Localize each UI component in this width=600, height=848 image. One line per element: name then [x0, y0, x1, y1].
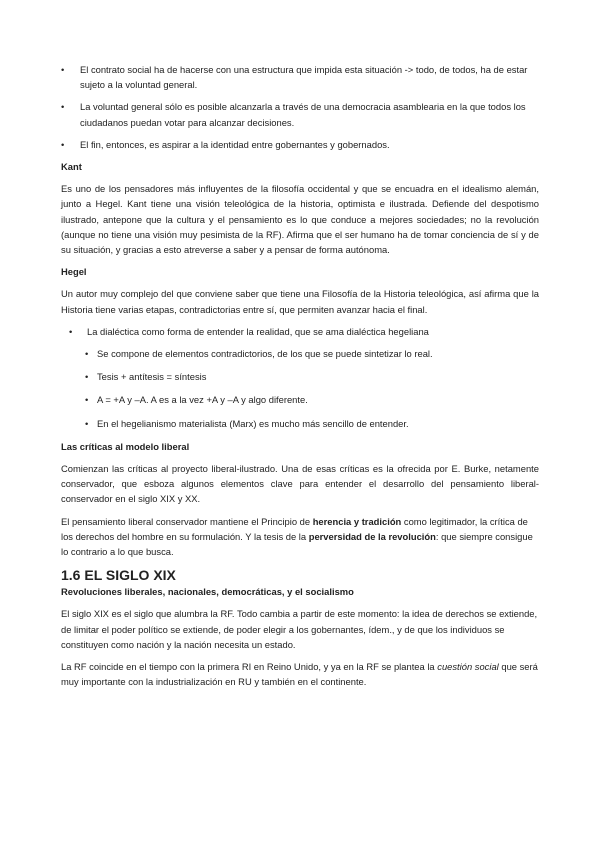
- criticas-heading: Las críticas al modelo liberal: [61, 440, 190, 452]
- list-item: • La dialéctica como forma de entender la realidad, que se ama dialéctica hegeliana: [69, 324, 539, 339]
- sub-list-item: • A = +A y –A. A es a la vez +A y –A y algo diferente.: [85, 392, 539, 407]
- text-span: El pensamiento liberal conservador mantiene el Principio de: [61, 515, 313, 527]
- siglo-paragraph-1: El siglo XIX es el siglo que alumbra la RF. Todo cambia a partir de este momento: la idea de derechos se extiende, de limitar el poder político se extiende, de poder elegir a los gobernantes, ídem., y de que los individuos se constituyen como nación y la nación necesita un estado.: [61, 608, 538, 650]
- siglo-paragraph-2: [61, 659, 539, 689]
- section-subheading: Revoluciones liberales, nacionales, democráticas, y el socialismo: [61, 586, 354, 598]
- bullet-item: • La voluntad general sólo es posible alcanzarla a través de una democracia asamblearia en la que todos los ciudadanos puedan votar para alcanzar decisiones.: [61, 99, 539, 129]
- sub-list-item: • Se compone de elementos contradictorios, de los que se puede sintetizar lo real.: [85, 346, 539, 361]
- bold-text: herencia y tradición: [312, 515, 402, 527]
- section-heading: 1.6 EL SIGLO XIX: [61, 567, 176, 584]
- text-span: como legitimador, la crítica de los derechos del hombre en su formulación. Y la tesis de la: [61, 515, 528, 542]
- hegel-paragraph: Un autor muy complejo del que conviene saber que tiene una Filosofía de la Historia teleológica, así afirma que la Historia tiene varias etapas, contradictorias entre sí, que permiten avanzar hacia el final.: [61, 288, 539, 315]
- sub-list-item: • Tesis + antítesis = síntesis: [85, 369, 539, 384]
- bullet-item: • El fin, entonces, es aspirar a la identidad entre gobernantes y gobernados.: [61, 137, 539, 152]
- bold-text: perversidad de la revolución: [308, 530, 436, 542]
- sub-list-item: • En el hegelianismo materialista (Marx) es mucho más sencillo de entender.: [85, 416, 539, 431]
- criticas-paragraph-1: Comienzan las críticas al proyecto liberal-ilustrado. Una de esas críticas es la ofrecida por E. Burke, netamente conservador, que esboza algunos elementos clave para entender el desarrollo del pensamiento liberal-conservador en el siglo XIX y XX.: [61, 463, 539, 505]
- kant-heading: Kant: [61, 161, 82, 173]
- text-span: : que siempre consigue lo contrario a lo que busca.: [61, 530, 533, 558]
- criticas-paragraph-2: [61, 514, 539, 560]
- italic-text: cuestión social: [437, 661, 499, 673]
- kant-paragraph: Es uno de los pensadores más influyentes de la filosofía occidental y que se encuadra en el idealismo alemán, junto a Hegel. Kant tiene una visión teleológica de la historia, optimista e ilustrada. Defiende del despotismo ilustrado, antepone que la cultura y el pensamiento es lo que conduce a mejores sociedades; no la revolución (aunque no tiene una visión muy pesimista de la RF). Afirma que el ser humano ha de tomar conciencia de sí y de su situación, y gracias a esto atreverse a saber y a pensar de forma autónoma.: [61, 183, 539, 256]
- document-page: [61, 62, 539, 697]
- bullet-item: • El contrato social ha de hacerse con una estructura que impida esta situación -> todo, de todos, ha de estar sujeto a la voluntad general.: [61, 62, 539, 92]
- text-span: que será muy importante con la industrialización en RU y también en el continente.: [61, 661, 538, 688]
- hegel-heading: Hegel: [61, 266, 87, 278]
- text-span: La RF coincide en el tiempo con la primera RI en Reino Unido, y ya en la RF se plantea la: [61, 661, 438, 673]
